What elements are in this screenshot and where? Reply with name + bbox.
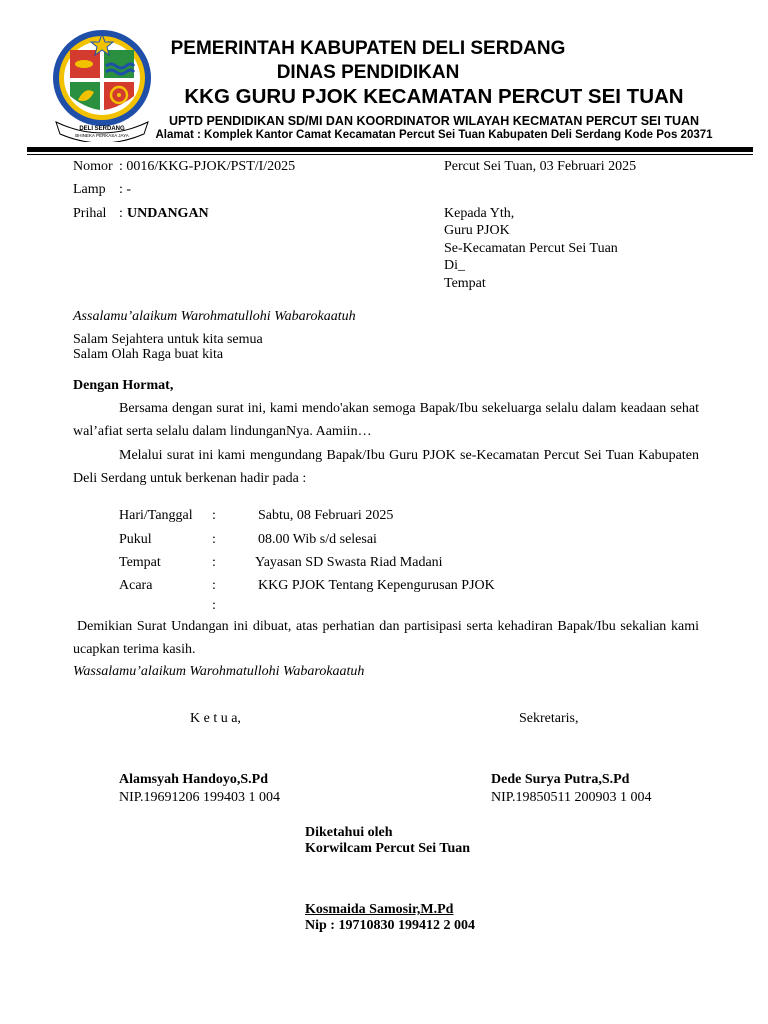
closing-paragraph: Demikian Surat Undangan ini dibuat, atas perhatian dan partisipasi serta kehadiran Bapak/Ibu sekalian kami ucapkan terima kasih.	[73, 619, 699, 657]
event-value-tempat: Yayasan SD Swasta Riad Madani	[255, 555, 443, 570]
prihal-colon: :	[119, 206, 123, 221]
sekretaris-name: Dede Surya Putra,S.Pd	[491, 772, 630, 787]
known-by-line-2: Korwilcam Percut Sei Tuan	[305, 841, 471, 856]
closing-salam: Wassalamu’alaikum Warohmatullohi Wabarokaatuh	[73, 664, 365, 679]
prihal-label: Prihal	[73, 206, 107, 221]
event-colon-hari: :	[212, 508, 216, 523]
event-label-tempat: Tempat	[119, 555, 161, 570]
korwilcam-nip: Nip : 19710830 199412 2 004	[305, 918, 475, 933]
body-paragraph-2-block	[73, 444, 699, 490]
ketua-nip: NIP.19691206 199403 1 004	[119, 790, 281, 805]
body-paragraph-1-block	[73, 397, 699, 443]
recipient-line-2: Guru PJOK	[444, 223, 510, 238]
nomor-label: Nomor	[73, 159, 113, 174]
body-paragraph-1: Bersama dengan surat ini, kami mendo'akan semoga Bapak/Ibu sekeluarga selalu dalam keadaan sehat wal’afiat serta selalu dalam lindunganNya. Aamiin…	[73, 401, 699, 439]
known-by-line-1: Diketahui oleh	[305, 825, 393, 840]
event-value-pukul: 08.00 Wib s/d selesai	[258, 532, 377, 547]
kop-divider-thin	[27, 154, 753, 155]
event-label-pukul: Pukul	[119, 532, 152, 547]
event-colon-acara: :	[212, 578, 216, 593]
recipient-line-4: Di_	[444, 258, 465, 273]
recipient-line-5: Tempat	[444, 276, 486, 291]
kop-divider-thick	[27, 147, 753, 152]
recipient-line-1: Kepada Yth,	[444, 206, 515, 221]
salam-sejahtera: Salam Sejahtera untuk kita semua	[73, 332, 263, 347]
nomor-value: : 0016/KKG-PJOK/PST/I/2025	[119, 159, 296, 174]
ketua-name: Alamsyah Handoyo,S.Pd	[119, 772, 268, 787]
kop-alamat: Alamat : Komplek Kantor Camat Kecamatan Percut Sei Tuan Kabupaten Deli Serdang Kode Pos 20371	[155, 129, 713, 141]
event-extra-colon: :	[212, 598, 216, 613]
event-value-acara: KKG PJOK Tentang Kepengurusan PJOK	[258, 578, 495, 593]
event-label-hari: Hari/Tanggal	[119, 508, 193, 523]
lamp-value: : -	[119, 182, 132, 197]
closing-paragraph-block	[73, 615, 699, 661]
event-value-hari: Sabtu, 08 Februari 2025	[258, 508, 394, 523]
salam-olahraga: Salam Olah Raga buat kita	[73, 347, 224, 362]
logo-ribbon-text-2: BHINEKA PERKASA JAYA	[75, 133, 129, 138]
sekretaris-nip: NIP.19850511 200903 1 004	[491, 790, 652, 805]
logo-ribbon-text-1: DELI SERDANG	[79, 126, 125, 132]
recipient-line-3: Se-Kecamatan Percut Sei Tuan	[444, 241, 618, 256]
event-colon-pukul: :	[212, 532, 216, 547]
prihal-value: UNDANGAN	[127, 206, 209, 221]
body-paragraph-2: Melalui surat ini kami mengundang Bapak/Ibu Guru PJOK se-Kecamatan Percut Sei Tuan Kabupaten Deli Serdang untuk berkenan hadir pada :	[73, 448, 699, 486]
kop-uptd: UPTD PENDIDIKAN SD/MI DAN KOORDINATOR WILAYAH KECMATAN PERCUT SEI TUAN	[168, 114, 700, 128]
opening-salam: Assalamu’alaikum Warohmatullohi Wabarokaatuh	[73, 309, 356, 324]
kop-dinas: DINAS PENDIDIKAN	[276, 62, 460, 83]
place-date: Percut Sei Tuan, 03 Februari 2025	[444, 159, 637, 174]
event-colon-tempat: :	[212, 555, 216, 570]
lamp-label: Lamp	[73, 182, 106, 197]
ketua-title: K e t u a,	[190, 711, 241, 726]
dengan-hormat: Dengan Hormat,	[73, 378, 174, 393]
sekretaris-title: Sekretaris,	[519, 711, 579, 726]
deli-serdang-emblem-icon	[50, 26, 154, 142]
kop-pemerintah: PEMERINTAH KABUPATEN DELI SERDANG	[170, 38, 566, 59]
event-label-acara: Acara	[119, 578, 153, 593]
kop-kkg: KKG GURU PJOK KECAMATAN PERCUT SEI TUAN	[184, 85, 684, 108]
korwilcam-name: Kosmaida Samosir,M.Pd	[305, 902, 454, 917]
